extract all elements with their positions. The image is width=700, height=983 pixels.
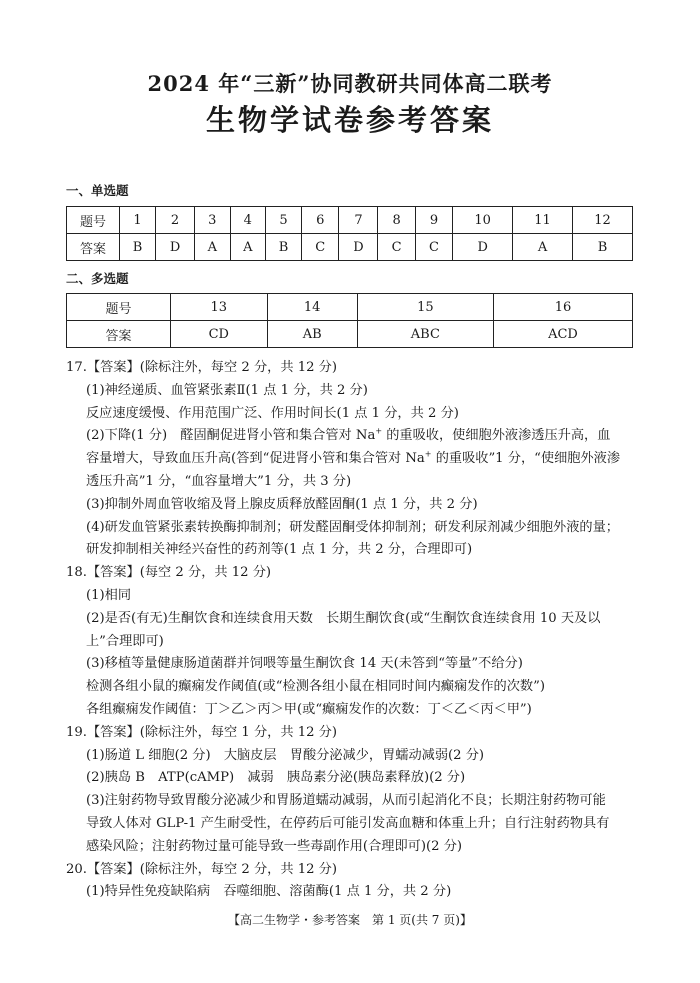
question-number: 9 <box>415 207 452 234</box>
question-number: 5 <box>266 207 302 234</box>
question-number: 10 <box>453 207 513 234</box>
multi-choice-heading: 二、多选题 <box>66 271 129 286</box>
answer-cell: CD <box>171 321 268 348</box>
page-footer: 【高二生物学・参考答案 第 1 页(共 7 页)】 <box>228 913 472 927</box>
answer-cell: D <box>156 234 195 261</box>
question-number: 6 <box>302 207 339 234</box>
q17-line: 研发抑制相关神经兴奋性的药剂等(1 点 1 分，共 2 分，合理即可) <box>86 542 473 558</box>
question-number: 8 <box>378 207 415 234</box>
question-number: 13 <box>171 294 268 321</box>
q19-line: (2)胰岛 B ATP(cAMP) 减弱 胰岛素分泌(胰岛素释放)(2 分) <box>86 770 466 786</box>
question-number: 11 <box>513 207 573 234</box>
answer-cell: AB <box>267 321 357 348</box>
question-number: 3 <box>195 207 230 234</box>
q18-line: (3)移植等量健康肠道菌群并饲喂等量生酮饮食 14 天(未答到“等量”不给分) <box>86 656 523 672</box>
q18-header: 18.【答案】(每空 2 分，共 12 分) <box>66 565 272 581</box>
text-span: 容量增大，导致血压升高(答到“促进肾小管和集合管对 Na <box>86 451 425 467</box>
exam-title: 2024 年“三新”协同教研共同体高二联考 <box>147 71 553 96</box>
answer-cell: C <box>378 234 415 261</box>
answer-row <box>67 321 633 348</box>
text-span: 的重吸收，使细胞外液渗透压升高，血 <box>382 428 611 444</box>
question-number: 12 <box>573 207 633 234</box>
answer-cell: D <box>339 234 378 261</box>
superscript: + <box>375 427 383 436</box>
document-title: 生物学试卷参考答案 <box>205 103 494 137</box>
answer-cell: B <box>120 234 156 261</box>
question-number: 14 <box>267 294 357 321</box>
q19-line: 导致人体对 GLP-1 产生耐受性，在停药后可能引发高血糖和体重上升；自行注射药物具有 <box>86 815 610 831</box>
q17-line: 反应速度缓慢、作用范围广泛、作用时间长(1 点 1 分，共 2 分) <box>86 405 459 421</box>
q17-line <box>66 448 641 471</box>
answer-cell: B <box>266 234 302 261</box>
answer-explanations <box>66 357 641 904</box>
question-number-row <box>67 294 633 321</box>
answer-cell: A <box>195 234 230 261</box>
q18-line: 上”合理即可) <box>86 633 164 649</box>
q18-line: (1)相同 <box>86 587 132 603</box>
answer-cell: A <box>513 234 573 261</box>
q18-line: 各组癫痫发作阈值：丁＞乙＞丙＞甲(或“癫痫发作的次数：丁＜乙＜丙＜甲”) <box>86 701 532 717</box>
question-number: 2 <box>156 207 195 234</box>
q19-line: (1)肠道 L 细胞(2 分) 大脑皮层 胃酸分泌减少，胃蠕动减弱(2 分) <box>86 747 485 763</box>
row-label: 答案 <box>67 234 120 261</box>
answer-cell: C <box>415 234 452 261</box>
answer-row <box>67 234 633 261</box>
text-span: (2)下降(1 分) 醛固酮促进肾小管和集合管对 Na <box>86 428 376 444</box>
answer-cell: C <box>302 234 339 261</box>
question-number: 4 <box>230 207 265 234</box>
q17-line: (3)抑制外周血管收缩及肾上腺皮质释放醛固酮(1 点 1 分，共 2 分) <box>86 496 478 512</box>
row-label: 题号 <box>67 294 171 321</box>
q18-line: 检测各组小鼠的癫痫发作阈值(或“检测各组小鼠在相同时间内癫痫发作的次数”) <box>86 679 545 695</box>
question-number: 16 <box>493 294 632 321</box>
q19-line: 感染风险；注射药物过量可能导致一些毒副作用(合理即可)(2 分) <box>86 838 463 854</box>
question-number: 15 <box>357 294 493 321</box>
answer-cell: D <box>453 234 513 261</box>
answer-cell: ACD <box>493 321 632 348</box>
question-number: 1 <box>120 207 156 234</box>
row-label: 题号 <box>67 207 120 234</box>
single-choice-heading: 一、单选题 <box>66 183 129 198</box>
row-label: 答案 <box>67 321 171 348</box>
multi-choice-table <box>66 293 633 348</box>
q19-line: (3)注射药物导致胃酸分泌减少和胃肠道蠕动减弱，从而引起消化不良；长期注射药物可能 <box>86 793 606 809</box>
q20-header: 20.【答案】(除标注外，每空 2 分，共 12 分) <box>66 861 338 877</box>
q20-line: (1)特异性免疫缺陷病 吞噬细胞、溶菌酶(1 点 1 分，共 2 分) <box>86 884 452 900</box>
q17-line: (4)研发血管紧张素转换酶抑制剂；研发醛固酮受体抑制剂；研发利尿剂减少细胞外液的量； <box>86 519 619 535</box>
question-number-row <box>67 207 633 234</box>
q17-line <box>66 425 641 448</box>
question-number: 7 <box>339 207 378 234</box>
answer-cell: ABC <box>357 321 493 348</box>
superscript: + <box>424 449 432 459</box>
q17-line: 透压升高”1 分，“血容量增大”1 分，共 3 分) <box>86 473 352 489</box>
answer-cell: B <box>573 234 633 261</box>
single-choice-table <box>66 206 633 261</box>
q18-line: (2)是否(有无)生酮饮食和连续食用天数 长期生酮饮食(或“生酮饮食连续食用 10 天及以 <box>86 610 601 626</box>
q17-line: (1)神经递质、血管紧张素Ⅱ(1 点 1 分，共 2 分) <box>86 382 368 398</box>
answer-cell: A <box>230 234 265 261</box>
text-span: 的重吸收”1 分，“使细胞外液渗 <box>431 451 621 467</box>
q19-header: 19.【答案】(除标注外，每空 1 分，共 12 分) <box>66 724 338 740</box>
q17-header: 17.【答案】(除标注外，每空 2 分，共 12 分) <box>66 360 338 375</box>
